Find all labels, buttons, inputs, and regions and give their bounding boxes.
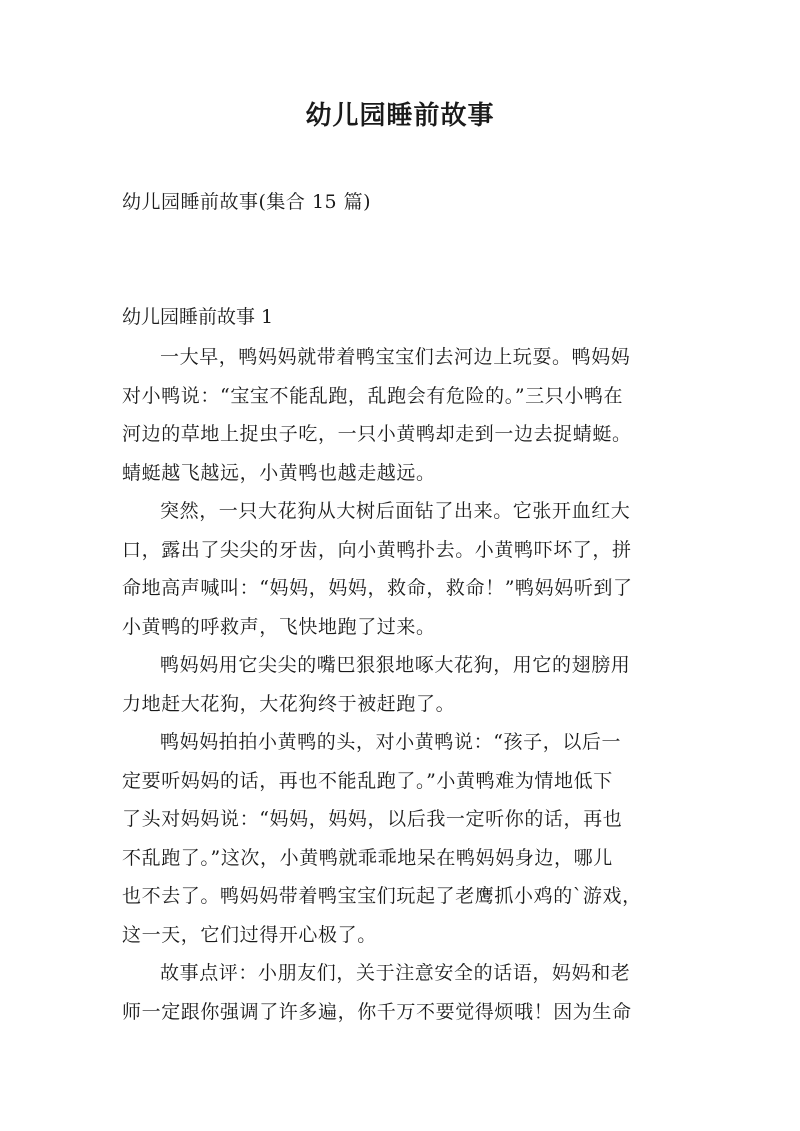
paragraph xyxy=(122,338,680,492)
paragraph-line: 突然，一只大花狗从大树后面钻了出来。它张开血红大 xyxy=(160,500,631,522)
paragraph-line: 了头对妈妈说：“妈妈，妈妈，以后我一定听你的话，再也 xyxy=(122,808,623,830)
paragraph-line: 小黄鸭的呼救声，飞快地跑了过来。 xyxy=(122,615,436,638)
story-body xyxy=(122,338,680,1031)
paragraph-line: 鸭妈妈用它尖尖的嘴巴狠狠地啄大花狗，用它的翅膀用 xyxy=(160,654,631,676)
paragraph xyxy=(122,954,680,1031)
paragraph xyxy=(122,646,680,723)
paragraph-line: 鸭妈妈拍拍小黄鸭的头，对小黄鸭说：“孩子，以后一 xyxy=(160,731,622,753)
paragraph-line: 也不去了。鸭妈妈带着鸭宝宝们玩起了老鹰抓小鸡的`游戏， xyxy=(122,885,642,907)
paragraph-line: 对小鸭说：“宝宝不能乱跑，乱跑会有危险的。”三只小鸭在 xyxy=(122,384,624,407)
paragraph-line: 这一天，它们过得开心极了。 xyxy=(122,923,377,946)
paragraph xyxy=(122,723,680,954)
document-title: 幼儿园睡前故事 xyxy=(305,101,495,131)
story-heading: 幼儿园睡前故事 1 xyxy=(122,306,274,328)
paragraph-line: 口，露出了尖尖的牙齿，向小黄鸭扑去。小黄鸭吓坏了，拼 xyxy=(122,538,632,561)
paragraph-line: 力地赶大花狗，大花狗终于被赶跑了。 xyxy=(122,692,456,715)
paragraph-line: 河边的草地上捉虫子吃，一只小黄鸭却走到一边去捉蜻蜓。 xyxy=(122,423,632,445)
paragraph-line: 故事点评：小朋友们，关于注意安全的话语，妈妈和老 xyxy=(160,962,631,984)
paragraph-line: 一大早，鸭妈妈就带着鸭宝宝们去河边上玩耍。鸭妈妈 xyxy=(160,346,631,368)
document-subtitle: 幼儿园睡前故事(集合 15 篇) xyxy=(122,191,372,213)
paragraph-line: 命地高声喊叫：“妈妈，妈妈，救命，救命！”鸭妈妈听到了 xyxy=(122,577,633,599)
paragraph-line: 不乱跑了。”这次，小黄鸭就乖乖地呆在鸭妈妈身边，哪儿 xyxy=(122,846,613,869)
paragraph xyxy=(122,492,680,646)
paragraph-line: 师一定跟你强调了许多遍，你千万不要觉得烦哦！因为生命 xyxy=(122,1000,632,1023)
paragraph-line: 定要听妈妈的话，再也不能乱跑了。”小黄鸭难为情地低下 xyxy=(122,769,613,792)
paragraph-line: 蜻蜓越飞越远，小黄鸭也越走越远。 xyxy=(122,461,436,484)
